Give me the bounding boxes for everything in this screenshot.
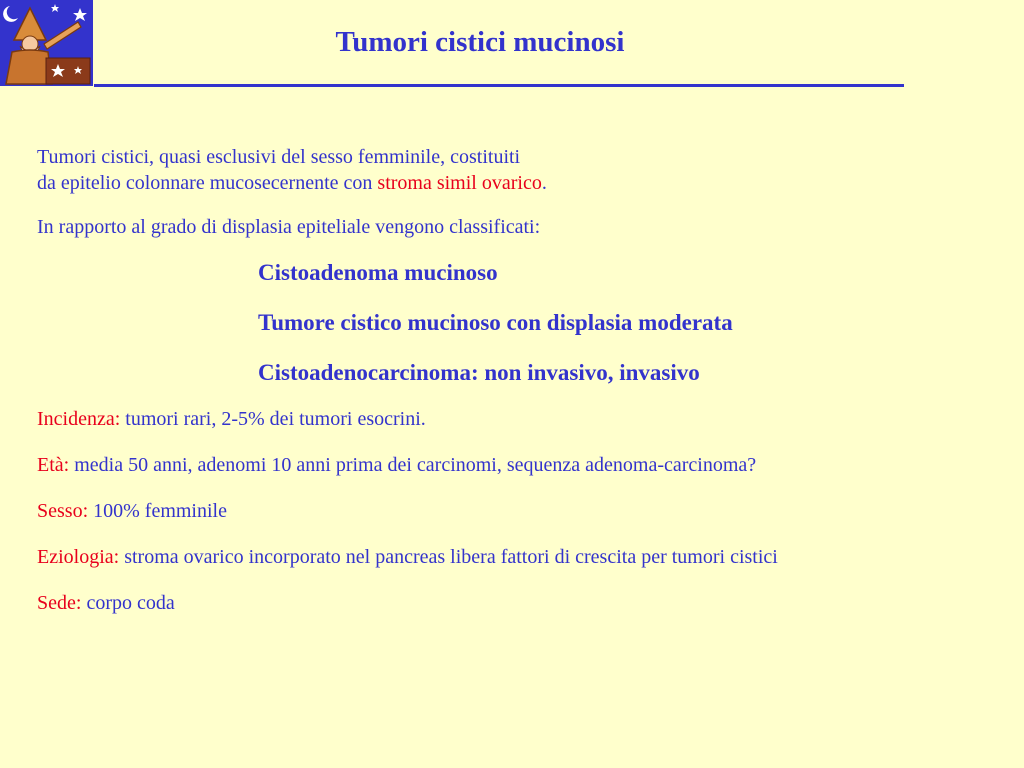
classification-item: Cistoadenocarcinoma: non invasivo, invasivo xyxy=(258,360,700,385)
slide-body xyxy=(37,144,1007,616)
fact-incidenza xyxy=(37,406,1007,432)
fact-text: stroma ovarico incorporato nel pancreas libera fattori di crescita per tumori cistici xyxy=(119,546,778,568)
intro-line-2-suffix: . xyxy=(541,172,547,194)
fact-sede xyxy=(37,590,1007,616)
fact-text: tumori rari, 2-5% dei tumori esocrini. xyxy=(120,408,426,430)
fact-label: Sede: xyxy=(37,592,82,614)
fact-eta xyxy=(37,452,1007,478)
slide-title: Tumori cistici mucinosi xyxy=(335,26,625,58)
intro-line-2 xyxy=(37,170,1007,196)
fact-text: 100% femminile xyxy=(88,500,227,522)
classification-intro: In rapporto al grado di displasia epiteliale vengono classificati: xyxy=(37,216,541,238)
intro-line-2-prefix: da epitelio colonnare mucosecernente con xyxy=(37,172,378,194)
fact-label: Sesso: xyxy=(37,500,89,522)
fact-label: Età: xyxy=(37,454,70,476)
fact-text: media 50 anni, adenomi 10 anni prima dei carcinomi, sequenza adenoma-carcinoma? xyxy=(69,454,757,476)
intro-line-1: Tumori cistici, quasi esclusivi del sesso femminile, costituiti xyxy=(37,146,521,168)
fact-text: corpo coda xyxy=(81,592,175,614)
classification-item: Tumore cistico mucinoso con displasia moderata xyxy=(258,310,733,335)
fact-sesso xyxy=(37,498,1007,524)
wizard-logo-icon xyxy=(0,0,93,86)
classification-item: Cistoadenoma mucinoso xyxy=(258,260,498,285)
stroma-highlight: stroma simil ovarico xyxy=(377,172,542,194)
fact-eziologia xyxy=(37,544,1007,570)
title-underline xyxy=(94,84,904,87)
fact-label: Incidenza: xyxy=(37,408,121,430)
fact-label: Eziologia: xyxy=(37,546,120,568)
